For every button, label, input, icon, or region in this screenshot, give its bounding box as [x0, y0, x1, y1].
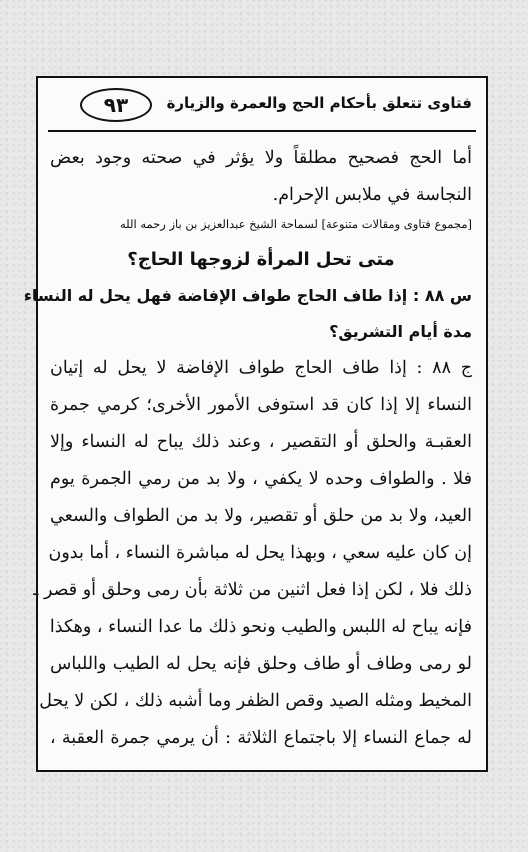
answer-line: العقبـة والحلق أو التقصير ، وعند ذلك يباح له النساء وإلا — [50, 432, 472, 452]
text-line: النجاسة في ملابس الإحرام. — [272, 185, 472, 205]
question-line: س ٨٨ : إذا طاف الحاج طواف الإفاضة فهل يحل له النساء — [23, 286, 472, 305]
page-number: ٩٣ — [80, 88, 152, 122]
running-title: فتاوى تتعلق بأحكام الحج والعمرة والزيارة — [166, 94, 472, 112]
header-rule — [48, 130, 476, 132]
answer-line: فإنه يباح له اللبس والطيب ونحو ذلك ما عدا النساء ، وهكذا — [49, 617, 472, 637]
page-content — [23, 140, 472, 757]
answer-line: النساء إلا إذا كان قد استوفى الأمور الأخرى؛ كرمي جمرة — [50, 395, 472, 415]
text-line: أما الحج فصحيح مطلقاً ولا يؤثر في صحته وجود بعض — [50, 148, 472, 168]
question-paragraph — [23, 278, 472, 350]
answer-line: المخيط ومثله الصيد وقص الظفر وما أشبه ذلك ، لكن لا يحل — [39, 691, 472, 711]
intro-paragraph — [50, 140, 472, 214]
answer-paragraph — [33, 350, 472, 757]
page-header — [38, 78, 486, 134]
answer-line: إن كان عليه سعي ، وبهذا يحل له مباشرة النساء ، أما بدون — [48, 543, 472, 563]
answer-line: له جماع النساء إلا باجتماع الثلاثة : أن يرمي جمرة العقبة ، — [50, 728, 472, 748]
section-heading: متى تحل المرأة لزوجها الحاج؟ — [127, 249, 395, 270]
answer-line: لو رمى وطاف أو طاف وحلق فإنه يحل له الطيب واللباس — [50, 654, 472, 674]
question-line: مدة أيام التشريق؟ — [329, 322, 472, 341]
answer-line: فلا . والطواف وحده لا يكفي ، ولا بد من رمي الجمرة يوم — [50, 469, 472, 489]
answer-line: ج ٨٨ : إذا طاف الحاج طواف الإفاضة لا يحل له إتيان — [50, 358, 472, 378]
answer-line: العيد، ولا بد من حلق أو تقصير، ولا بد من الطواف والسعي — [50, 506, 472, 526]
page-frame — [23, 76, 488, 772]
source-citation: [مجموع فتاوى ومقالات متنوعة] لسماحة الشيخ عبدالعزيز بن باز رحمه الله — [120, 217, 472, 231]
answer-line: ذلك فلا ، لكن إذا فعل اثنين من ثلاثة بأن رمى وحلق أو قصر ـ — [33, 580, 472, 600]
